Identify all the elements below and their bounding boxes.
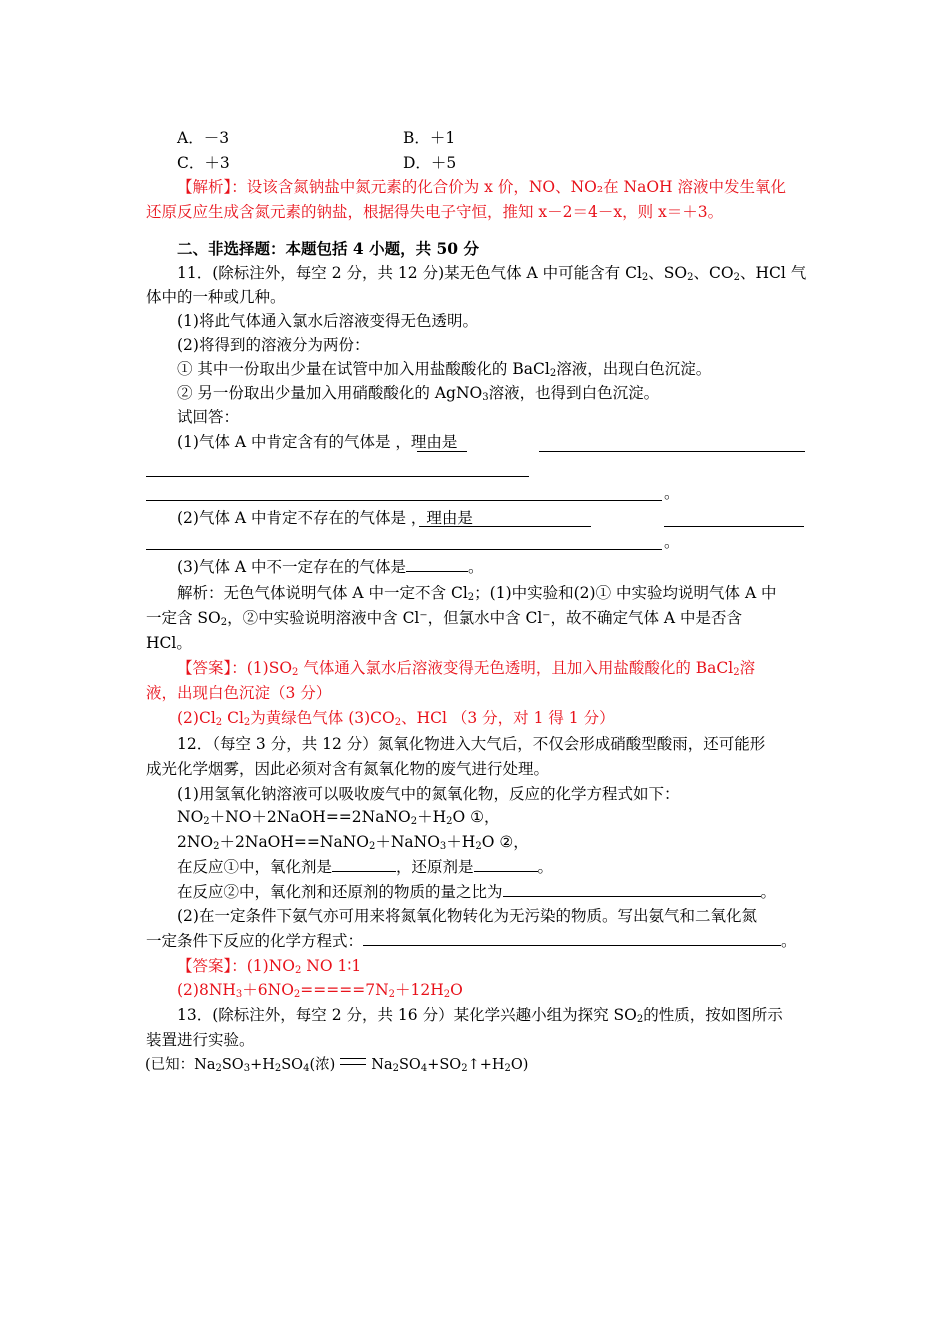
answer-blank [406, 556, 468, 572]
q12-answer-line-2: $(2)8NH_3+6NO_2=====7N_2+12H_2O$ [177, 981, 463, 1000]
q11-part-1: (1)气体 A 中肯定含有的气体是 ，理由是 [177, 433, 458, 451]
answer-blank [363, 930, 781, 946]
q12-part-2-line-2: 一定条件下反应的化学方程式： 。 [146, 932, 797, 950]
q13-stem-line-1: 13．(除标注外，每空 2 分，共 16 分）某化学兴趣小组为探究 $SO_2$的性质，按如图所示 [177, 1006, 783, 1025]
period-mark: 。 [664, 484, 680, 502]
q11-solution-line-2: 一定含 $SO_2$，②中实验说明溶液中含 Cl⁻，但氯水中含 Cl⁻，故不确定气体 A 中是否含 [146, 609, 743, 628]
equals-sign [340, 1058, 366, 1065]
q13-known-equation: (已知：$Na_2SO_3+H_2SO_4$(浓) $Na_2SO_4+SO_2↑+H_2O$) [145, 1057, 529, 1074]
answer-blank [332, 856, 396, 872]
answer-blank [419, 526, 591, 527]
option-a: A．－3 [177, 129, 230, 147]
period-mark: 。 [664, 533, 680, 551]
q11-step-2: (2)将得到的溶液分为两份： [177, 336, 370, 354]
answer-blank [474, 856, 538, 872]
q12-stem-line-2: 成光化学烟雾，因此必须对含有氮氧化物的废气进行处理。 [146, 760, 550, 778]
q11-step-1: (1)将此气体通入氯水后溶液变得无色透明。 [177, 312, 478, 330]
q11-answer-line-3: $(2)Cl_2$ $Cl_2$为黄绿色气体 $(3)CO_2$、HCl （3 分，对 1 得 1 分） [177, 709, 615, 728]
answer-blank [146, 476, 529, 477]
q12-answer-line-1: 【答案】：$(1)NO_2$ NO 1∶1 [177, 957, 362, 976]
answer-blank [503, 881, 761, 897]
q11-solution-line-1: 解析：无色气体说明气体 A 中一定不含 $Cl_2$；(1)中实验和(2)① 中实验均说明气体 A 中 [177, 584, 777, 603]
q11-part-3: (3)气体 A 中不一定存在的气体是 。 [177, 558, 484, 576]
answer-blank [664, 526, 804, 527]
q11-step-2b: ② 另一份取出少量加入用硝酸酸化的 AgNO$_3$溶液，也得到白色沉淀。 [177, 384, 660, 403]
q11-answer-line-2: 液，出现白色沉淀（3 分） [146, 684, 332, 702]
q11-part-2: (2)气体 A 中肯定不存在的气体是 ，理由是 [177, 509, 473, 527]
q12-part-2-line-1: (2)在一定条件下氨气亦可用来将氮氧化物转化为无污染的物质。写出氨气和二氧化氮 [177, 907, 757, 925]
q12-stem-line-1: 12．（每空 3 分，共 12 分）氮氧化物进入大气后，不仅会形成硝酸型酸雨，还可能形 [177, 735, 766, 753]
q11-answer-line-1: 【答案】：$(1)SO_2$ 气体通入氯水后溶液变得无色透明，且加入用盐酸酸化的 BaCl$_2$溶 [177, 659, 756, 678]
option-d: D．＋5 [403, 154, 457, 172]
q13-stem-line-2: 装置进行实验。 [146, 1031, 255, 1049]
option-c: C．＋3 [177, 154, 230, 172]
answer-blank [146, 549, 662, 550]
q10-analysis-line-1: 【解析】：设该含氮钠盐中氮元素的化合价为 x 价，NO、NO₂在 NaOH 溶液中发生氧化 [177, 178, 786, 196]
reaction-2: $2NO_2+2NaOH==NaNO_2+NaNO_3+H_2O$ ②， [177, 833, 529, 852]
q11-step-2a: ① 其中一份取出少量在试管中加入用盐酸酸化的 BaCl$_2$溶液，出现白色沉淀。 [177, 360, 712, 379]
q11-stem-line-1: 11．(除标注外，每空 2 分，共 12 分)某无色气体 A 中可能含有 $Cl_2$、$SO_2$、$CO_2$、HCl 气 [177, 264, 807, 283]
option-b: B．＋1 [403, 129, 456, 147]
answer-blank [539, 451, 805, 452]
q12-question-b: 在反应②中，氧化剂和还原剂的物质的量之比为 。 [177, 883, 777, 901]
q10-analysis-line-2: 还原反应生成含氮元素的钠盐，根据得失电子守恒，推知 x－2＝4－x，则 x＝＋3。 [146, 203, 724, 221]
q12-question-a: 在反应①中，氧化剂是 ，还原剂是 。 [177, 858, 554, 876]
answer-blank [417, 451, 467, 452]
q11-prompt: 试回答： [177, 408, 240, 426]
q11-solution-line-3: HCl。 [146, 634, 192, 652]
q11-stem-line-2: 体中的一种或几种。 [146, 288, 286, 306]
reaction-1: $NO_2+NO+2NaOH==2NaNO_2+H_2O$ ①， [177, 808, 500, 827]
answer-blank [146, 500, 662, 501]
section-heading: 二、非选择题：本题包括 4 小题，共 50 分 [177, 239, 479, 258]
q12-part-1: (1)用氢氧化钠溶液可以吸收废气中的氮氧化物，反应的化学方程式如下： [177, 785, 680, 803]
